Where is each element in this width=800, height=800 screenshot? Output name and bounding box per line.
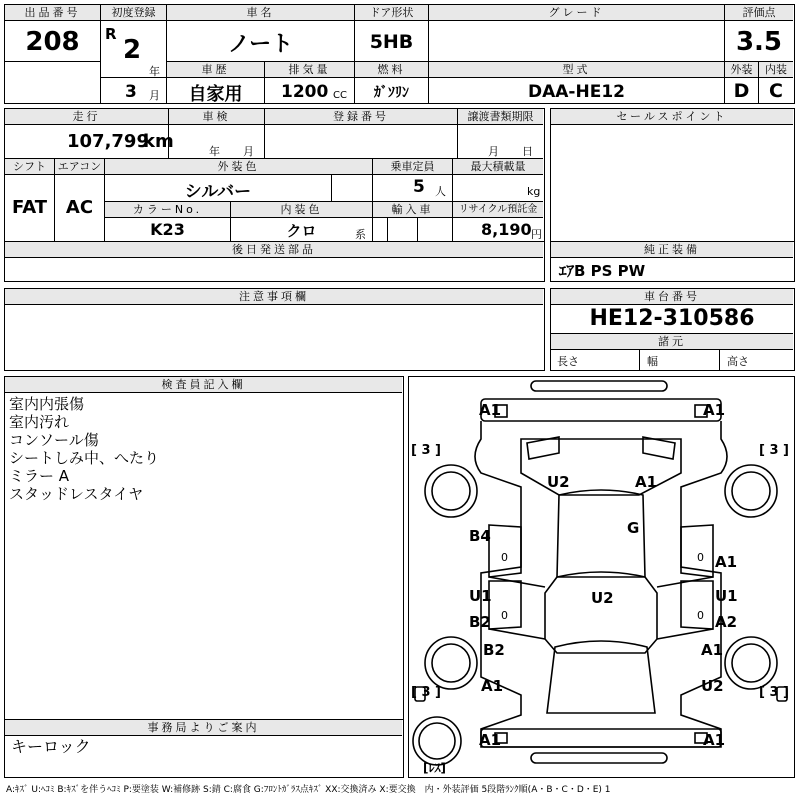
- notes-block: [4, 288, 545, 371]
- color-no-label: カラーNo.: [105, 202, 230, 218]
- car-name-value: ノート: [227, 32, 294, 57]
- score-value: 3.5: [735, 27, 783, 57]
- dimension-length: 長さ: [557, 355, 579, 368]
- inspector-block: [4, 376, 404, 720]
- exterior-label: 外装: [725, 62, 758, 78]
- int-color-label: 内装色: [231, 202, 372, 218]
- fuel-label: 燃料: [355, 62, 428, 78]
- ac-cell: [55, 159, 105, 241]
- damage-hood-left: U2: [547, 473, 570, 491]
- recycle-label: リサイクル預託金: [453, 202, 543, 218]
- era-value: R: [105, 25, 117, 43]
- displacement-cell: [265, 62, 355, 103]
- history-cell: [167, 62, 265, 103]
- tire-front-right: [ 3 ]: [759, 443, 789, 458]
- zero-mark-2: 0: [697, 551, 704, 564]
- car-name-cell: [167, 5, 355, 62]
- grade-cell: [429, 5, 725, 62]
- lot-no-label: 出品番号: [5, 5, 100, 21]
- legend-text: A:ｷｽﾞ U:ﾍｺﾐ B:ｷｽﾞを伴うﾍｺﾐ P:要塗装 W:補修跡 S:錆 C:腐食 G:ﾌﾛﾝﾄｶﾞﾗｽ点ｷｽﾞ XX:交換済み X:要交換 内・外装評価 5段階ﾗﾝｸ順(A・B・C・D・E) 1: [6, 785, 611, 795]
- chassis-block: [550, 288, 795, 371]
- capacity-value: 5: [413, 177, 425, 197]
- car-name-label: 車名: [167, 5, 354, 21]
- car-diagram: [409, 377, 793, 776]
- import-label: 輸入車: [373, 202, 452, 218]
- door-value: 5HB: [369, 31, 414, 53]
- spare-tire-label: [ﾚｽ]: [423, 761, 446, 775]
- damage-left-rear-1: B2: [483, 641, 505, 659]
- color-cell: [105, 159, 373, 202]
- zero-mark-4: 0: [697, 609, 704, 622]
- displacement-unit: CC: [333, 90, 347, 101]
- ac-value: AC: [65, 197, 94, 218]
- model-value: DAA-HE12: [528, 82, 625, 102]
- history-value: 自家用: [188, 84, 243, 105]
- damage-right-front-door: A1: [715, 553, 738, 571]
- recycle-unit: 円: [531, 228, 542, 241]
- recycle-cell: [453, 202, 543, 241]
- int-color-suffix: 系: [355, 228, 366, 241]
- lot-blank-cell: [5, 62, 101, 103]
- office-label: 事務局よりご案内: [5, 720, 402, 736]
- fuel-value: ｶﾞｿﾘﾝ: [374, 85, 409, 101]
- tire-rear-left: [ 3 ]: [411, 685, 441, 700]
- damage-rear-right: A1: [703, 731, 726, 749]
- color-value: シルバー: [184, 182, 252, 202]
- damage-right-rear-1: A1: [701, 641, 724, 659]
- inspector-line-2: 室内汚れ: [9, 413, 70, 431]
- damage-front-right: A1: [703, 401, 726, 419]
- interior-label: 内装: [759, 62, 793, 78]
- damage-left-front-door: B4: [469, 527, 491, 545]
- capacity-unit: 人: [435, 185, 446, 198]
- month-value: 3: [125, 82, 137, 102]
- damage-hood-right: A1: [635, 473, 658, 491]
- int-color-value: クロ: [286, 222, 317, 240]
- chassis-value: HE12-310586: [589, 306, 755, 331]
- displacement-label: 排気量: [265, 62, 354, 78]
- interior-cell: [759, 62, 793, 103]
- door-label: ドア形状: [355, 5, 428, 21]
- chassis-label: 車台番号: [551, 289, 793, 305]
- transfer-label: 譲渡書類期限: [458, 109, 543, 125]
- first-reg-cell: [101, 5, 167, 103]
- reg-no-cell: [265, 109, 458, 159]
- inspection-label: 車検: [169, 109, 264, 125]
- recycle-value: 8,190: [481, 220, 532, 239]
- capacity-cell: [373, 159, 453, 202]
- equipment-label: 純正装備: [551, 242, 793, 258]
- lot-no-value: 208: [25, 27, 80, 57]
- grade-label: グレード: [429, 5, 724, 21]
- inspector-line-3: コンソール傷: [9, 431, 99, 449]
- inspector-line-5: ミラー A: [9, 467, 70, 485]
- damage-right-rear-door-2: A2: [715, 613, 738, 631]
- sales-point-block: [550, 108, 795, 242]
- color-label: 外装色: [105, 159, 372, 175]
- dimensions-label: 諸元: [551, 333, 793, 350]
- score-label: 評価点: [725, 5, 793, 21]
- month-unit: 月: [149, 89, 160, 102]
- year-value: 2: [123, 35, 142, 65]
- lot-no-cell: [5, 5, 101, 62]
- damage-rear-left: A1: [479, 731, 502, 749]
- damage-left-rear-door-1: U1: [469, 587, 492, 605]
- damage-left-rear-2: A1: [481, 677, 504, 695]
- shift-label: シフト: [5, 159, 54, 175]
- car-diagram-block: [408, 376, 795, 778]
- exterior-cell: [725, 62, 759, 103]
- transfer-day-unit: 日: [522, 145, 533, 158]
- equipment-block: [550, 242, 795, 282]
- dimension-height: 高さ: [727, 355, 749, 368]
- later-parts-block: [4, 242, 545, 282]
- damage-right-rear-door-1: U1: [715, 587, 738, 605]
- mileage-value: 107,799: [67, 131, 149, 152]
- fuel-cell: [355, 62, 429, 103]
- office-value: キーロック: [11, 737, 91, 756]
- insp-month-unit: 月: [243, 145, 254, 158]
- shift-value: FAT: [11, 197, 48, 218]
- color-no-cell: [105, 202, 231, 241]
- notes-label: 注意事項欄: [5, 289, 543, 305]
- max-load-cell: [453, 159, 543, 202]
- equipment-value: ｴｱB PS PW: [559, 262, 646, 280]
- score-cell: [725, 5, 793, 62]
- tire-rear-right: [ 3 ]: [759, 685, 789, 700]
- transfer-month-unit: 月: [488, 145, 499, 158]
- max-load-label: 最大積載量: [453, 159, 543, 175]
- import-cell: [373, 202, 453, 241]
- color-no-value: K23: [150, 220, 185, 239]
- damage-roof: U2: [591, 589, 614, 607]
- insp-year-unit: 年: [209, 145, 220, 158]
- later-parts-label: 後日発送部品: [5, 242, 543, 258]
- model-label: 型式: [429, 62, 724, 78]
- damage-front-left: A1: [479, 401, 502, 419]
- zero-mark-1: 0: [501, 551, 508, 564]
- first-reg-label: 初度登録: [101, 5, 166, 21]
- reg-no-label: 登録番号: [265, 109, 457, 125]
- damage-right-rear-2: U2: [701, 677, 724, 695]
- year-unit: 年: [149, 65, 160, 78]
- history-label: 車歴: [167, 62, 264, 78]
- shift-cell: [5, 159, 55, 241]
- inspector-line-1: 室内内張傷: [9, 395, 85, 413]
- capacity-label: 乗車定員: [373, 159, 452, 175]
- int-color-cell: [231, 202, 373, 241]
- inspector-line-4: シートしみ中、へたり: [9, 449, 160, 467]
- exterior-value: D: [733, 80, 750, 102]
- inspector-label: 検査員記入欄: [5, 377, 402, 393]
- displacement-value: 1200: [281, 82, 329, 102]
- tire-front-left: [ 3 ]: [411, 443, 441, 458]
- max-load-unit: kg: [527, 185, 541, 198]
- office-block: [4, 720, 404, 778]
- vehicle-detail-block: [4, 108, 545, 242]
- transfer-cell: [458, 109, 543, 159]
- damage-left-rear-door-2: B2: [469, 613, 491, 631]
- dimension-width: 幅: [647, 355, 658, 368]
- mileage-unit: km: [143, 131, 174, 152]
- sales-point-label: セールスポイント: [551, 109, 793, 125]
- header-block: [4, 4, 795, 104]
- damage-windshield: G: [627, 519, 640, 537]
- ac-label: エアコン: [55, 159, 104, 175]
- inspector-line-6: スタッドレスタイヤ: [9, 485, 144, 503]
- door-cell: [355, 5, 429, 62]
- inspection-cell: [169, 109, 265, 159]
- mileage-cell: [5, 109, 174, 159]
- zero-mark-3: 0: [501, 609, 508, 622]
- model-cell: [429, 62, 725, 103]
- interior-value: C: [769, 80, 783, 102]
- mileage-label: 走行: [5, 109, 168, 125]
